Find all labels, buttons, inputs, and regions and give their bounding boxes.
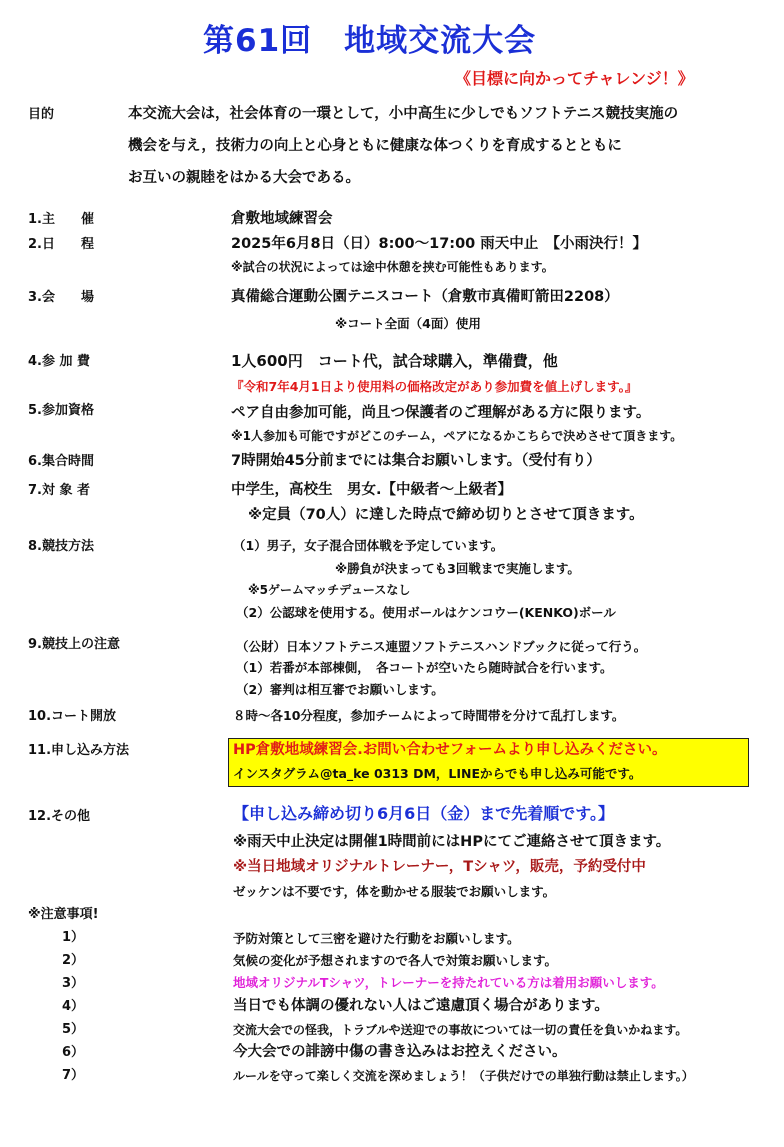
other-line-2: ※雨天中止決定は開催1時間前にはHPにてご連絡させて頂きます。 [233, 834, 671, 850]
gathering-value: 7時開始45分前までには集合お願いします。（受付有り） [231, 453, 601, 469]
open-court-label: 10.コート開放 [28, 709, 117, 724]
rules-line-2: （1）若番が本部棟側， 各コートが空いたら随時試合を行います。 [236, 660, 613, 675]
purpose-line-1: 本交流大会は，社会体育の一環として，小中高生に少しでもソフトテニス競技実施の [128, 106, 679, 122]
note-text: 気候の変化が予想されますので各人で対策お願いします。 [233, 953, 558, 968]
fee-note: 『令和7年4月1日より使用料の価格改定があり参加費を値上げします。』 [231, 379, 638, 394]
note-text: 今大会での誹謗中傷の書き込みはお控えください。 [233, 1044, 567, 1060]
note-number: 6） [62, 1045, 85, 1060]
fee-value: 1人600円 コート代，試合球購入，準備費，他 [231, 352, 558, 370]
note-text: ルールを守って楽しく交流を深めましょう！（子供だけでの単独行動は禁止します。） [233, 1069, 694, 1083]
note-number: 1） [62, 930, 85, 945]
other-deadline: 【申し込み締め切り6月6日（金）まで先着順です。】 [233, 804, 614, 823]
note-number: 4） [62, 999, 85, 1014]
gathering-label: 6.集合時間 [28, 454, 94, 469]
apply-line-1: HP倉敷地域練習会.お問い合わせフォームより申し込みください。 [233, 742, 667, 758]
other-label: 12.その他 [28, 809, 91, 824]
eligibility-note: ※1人参加も可能ですがどこのチーム，ペアになるかこちらで決めさせて頂きます。 [231, 429, 683, 443]
venue-value: 真備総合運動公園テニスコート（倉敷市真備町箭田2208） [231, 289, 619, 305]
note-text: 予防対策として三密を避けた行動をお願いします。 [233, 931, 520, 946]
date-value: 2025年6月8日（日）8:00〜17:00 雨天中止 【小雨決行！】 [231, 236, 648, 252]
organizer-value: 倉敷地域練習会 [231, 211, 333, 227]
notes-label: ※注意事項! [28, 907, 99, 922]
eligibility-value: ペア自由参加可能，尚且つ保護者のご理解がある方に限ります。 [231, 405, 651, 421]
open-court-value: ８時〜各10分程度，参加チームによって時間帯を分けて乱打します。 [233, 708, 625, 723]
target-value: 中学生，高校生 男女.【中級者〜上級者】 [231, 482, 513, 498]
format-label: 8.競技方法 [28, 539, 94, 554]
apply-label: 11.申し込み方法 [28, 743, 130, 758]
page-subtitle: 《目標に向かってチャレンジ！》 [455, 69, 694, 88]
purpose-line-2: 機会を与え，技術力の向上と心身ともに健康な体つくりを育成するとともに [128, 138, 622, 154]
purpose-label: 目的 [28, 107, 55, 122]
note-number: 7） [62, 1068, 85, 1083]
venue-label: 3.会 場 [28, 290, 94, 305]
note-text: 交流大会での怪我，トラブルや送迎での事故については一切の責任を負いかねます。 [233, 1023, 688, 1037]
target-label: 7.対 象 者 [28, 483, 91, 498]
note-number: 5） [62, 1022, 85, 1037]
rules-label: 9.競技上の注意 [28, 637, 120, 652]
eligibility-label: 5.参加資格 [28, 403, 94, 418]
date-label: 2.日 程 [28, 237, 94, 252]
note-number: 2） [62, 953, 85, 968]
format-line-1: （1）男子，女子混合団体戦を予定しています。 [233, 538, 504, 553]
apply-line-2: インスタグラム@ta_ke 0313 DM，LINEからでも申し込み可能です。 [233, 766, 642, 781]
rules-line-1: （公財）日本ソフトテニス連盟ソフトテニスハンドブックに従って行う。 [236, 639, 647, 654]
page-title: 第61回 地域交流大会 [203, 23, 537, 59]
date-note: ※試合の状況によっては途中休憩を挟む可能性もあります。 [231, 260, 554, 274]
note-text: 当日でも体調の優れない人はご遠慮頂く場合があります。 [233, 998, 609, 1014]
format-line-2: ※勝負が決まっても3回戦まで実施します。 [335, 561, 580, 576]
organizer-label: 1.主 催 [28, 212, 94, 227]
other-line-4: ゼッケンは不要です，体を動かせる服装でお願いします。 [233, 884, 556, 899]
note-number: 3） [62, 976, 85, 991]
note-text: 地域オリジナルTシャツ，トレーナーを持たれている方は着用お願いします。 [233, 975, 664, 990]
rules-line-3: （2）審判は相互審でお願いします。 [236, 682, 444, 697]
fee-label: 4.参 加 費 [28, 354, 91, 369]
purpose-line-3: お互いの親睦をはかる大会である。 [128, 170, 360, 186]
format-line-4: （2）公認球を使用する。使用ボールはケンコウー(KENKO)ボール [236, 605, 616, 620]
other-line-3: ※当日地域オリジナルトレーナー，Tシャツ，販売，予約受付中 [233, 859, 646, 875]
venue-note: ※コート全面（4面）使用 [335, 316, 481, 331]
format-line-3: ※5ゲームマッチデュースなし [248, 583, 411, 597]
target-note: ※定員（70人）に達した時点で締め切りとさせて頂きます。 [248, 507, 644, 523]
